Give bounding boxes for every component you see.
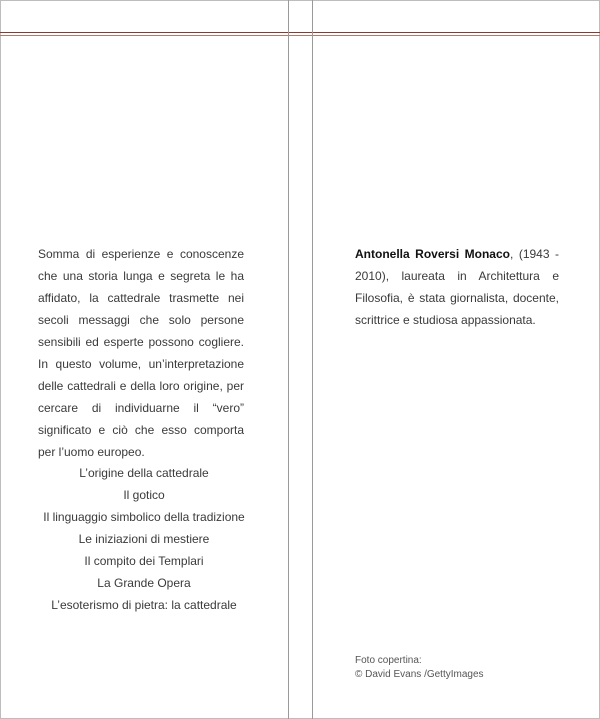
contents-item: Il linguaggio simbolico della tradizione — [43, 510, 245, 524]
photo-credit — [355, 654, 575, 682]
right-flap — [313, 0, 600, 719]
top-rule-secondary — [0, 35, 288, 36]
contents-item: L’esoterismo di pietra: la cattedrale — [51, 598, 237, 612]
author-bio — [355, 243, 559, 331]
blurb-text: Somma di esperienze e conoscenze che una storia lunga e segreta le ha affidato, la cattedrale trasmette nei secoli messaggi che solo persone sensibili ed esperte possono coglierе. In questo volume, un’interpretazione delle cattedrali e della loro origine, per cercare di individuarne il “vero” significato e ciò che esso comporta per l’uomo europeo. — [38, 247, 244, 459]
spine — [288, 0, 313, 719]
contents-item: Il compito dei Templari — [84, 554, 204, 568]
spine-rule-secondary — [289, 35, 312, 36]
contents-item: L’origine della cattedrale — [79, 466, 209, 480]
top-rule-secondary — [313, 35, 600, 36]
credit-label: Foto copertina: — [355, 655, 422, 666]
top-rule — [0, 32, 288, 33]
left-flap — [0, 0, 288, 719]
author-bio-text: , (1943 - 2010), laureata in Architettura e Filosofia, è stata giornalista, docente, scrittrice e studiosa appassionata. — [355, 247, 559, 327]
author-name: Antonella Roversi Monaco — [355, 247, 510, 261]
spine-rule — [289, 32, 312, 33]
contents-list — [0, 462, 288, 616]
contents-item: Le iniziazioni di mestiere — [78, 532, 210, 546]
top-rule — [313, 32, 600, 33]
contents-item: La Grande Opera — [97, 576, 191, 590]
contents-item: Il gotico — [123, 488, 165, 502]
credit-text: © David Evans /GettyImages — [355, 669, 484, 680]
